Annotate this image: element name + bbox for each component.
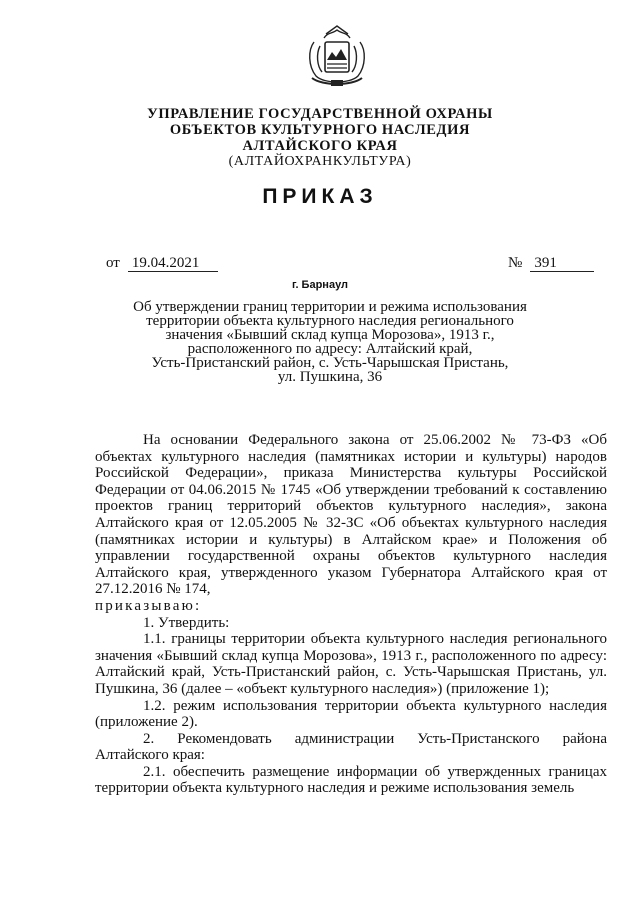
subject-line: Усть-Пристанский район, с. Усть-Чарышская Пристань,	[151, 355, 509, 371]
number-prefix: №	[508, 255, 523, 271]
order-body	[95, 432, 607, 797]
coat-of-arms-icon	[302, 20, 372, 92]
preamble-paragraph: На основании Федерального закона от 25.06.2002 № 73-ФЗ «Об объектах культурного наследия (памятниках истории и культуры) народов Российской Федерации», приказа Министерства культуры Российской Федерации от 04.06.2015 № 1745 «Об утверждении требований к составлению проектов границ территорий объектов культурного наследия», закона Алтайского края от 12.05.2005 № 32-ЗС «Об объектах культурного наследия (памятниках истории и культуры) в Алтайском крае» и Положения об управлении государственной охраны объектов культурного наследия Алтайского края, утвержденного указом Губернатора Алтайского края от 27.12.2016 № 174,	[95, 432, 607, 598]
clause-1-2: 1.2. режим использования территории объекта культурного наследия (приложение 2).	[95, 697, 607, 731]
date-prefix: от	[106, 255, 120, 271]
order-number	[508, 255, 594, 272]
subject-line: расположенного по адресу: Алтайский край,	[187, 341, 473, 357]
clause-1-1: 1.1. границы территории объекта культурного наследия регионального значения «Бывший склад купца Морозова», 1913 г., расположенного по адресу: Алтайский край, Усть-Пристанский район, с. Усть-Чарышская Пристань, ул. Пушкина, 36 (далее – «объект культурного наследия») (приложение 1);	[95, 631, 607, 697]
order-date	[106, 255, 218, 272]
order-word: приказываю:	[95, 597, 202, 614]
org-line-3: АЛТАЙСКОГО КРАЯ	[242, 138, 398, 154]
org-line-2: ОБЪЕКТОВ КУЛЬТУРНОГО НАСЛЕДИЯ	[169, 122, 471, 138]
date-value: 19.04.2021	[128, 255, 218, 272]
order-subject	[125, 300, 535, 384]
clause-1: 1. Утвердить:	[143, 614, 230, 631]
document-type-title: ПРИКАЗ	[262, 185, 378, 208]
subject-line: ул. Пушкина, 36	[277, 369, 383, 385]
number-value: 391	[530, 255, 594, 272]
org-abbreviation: (АЛТАЙОХРАНКУЛЬТУРА)	[228, 154, 412, 169]
subject-line: территории объекта культурного наследия регионального	[146, 313, 514, 329]
organization-name	[80, 106, 560, 170]
subject-line: Об утверждении границ территории и режима использования	[133, 299, 527, 315]
clause-2: 2. Рекомендовать администрации Усть-Пристанского района Алтайского края:	[95, 730, 607, 764]
subject-line: значения «Бывший склад купца Морозова», 1913 г.,	[165, 327, 495, 343]
org-line-1: УПРАВЛЕНИЕ ГОСУДАРСТВЕННОЙ ОХРАНЫ	[147, 106, 493, 122]
clause-2-1: 2.1. обеспечить размещение информации об утвержденных границах территории объекта культурного наследия и режиме использования земель	[95, 763, 607, 797]
city-name: г. Барнаул	[291, 279, 349, 291]
